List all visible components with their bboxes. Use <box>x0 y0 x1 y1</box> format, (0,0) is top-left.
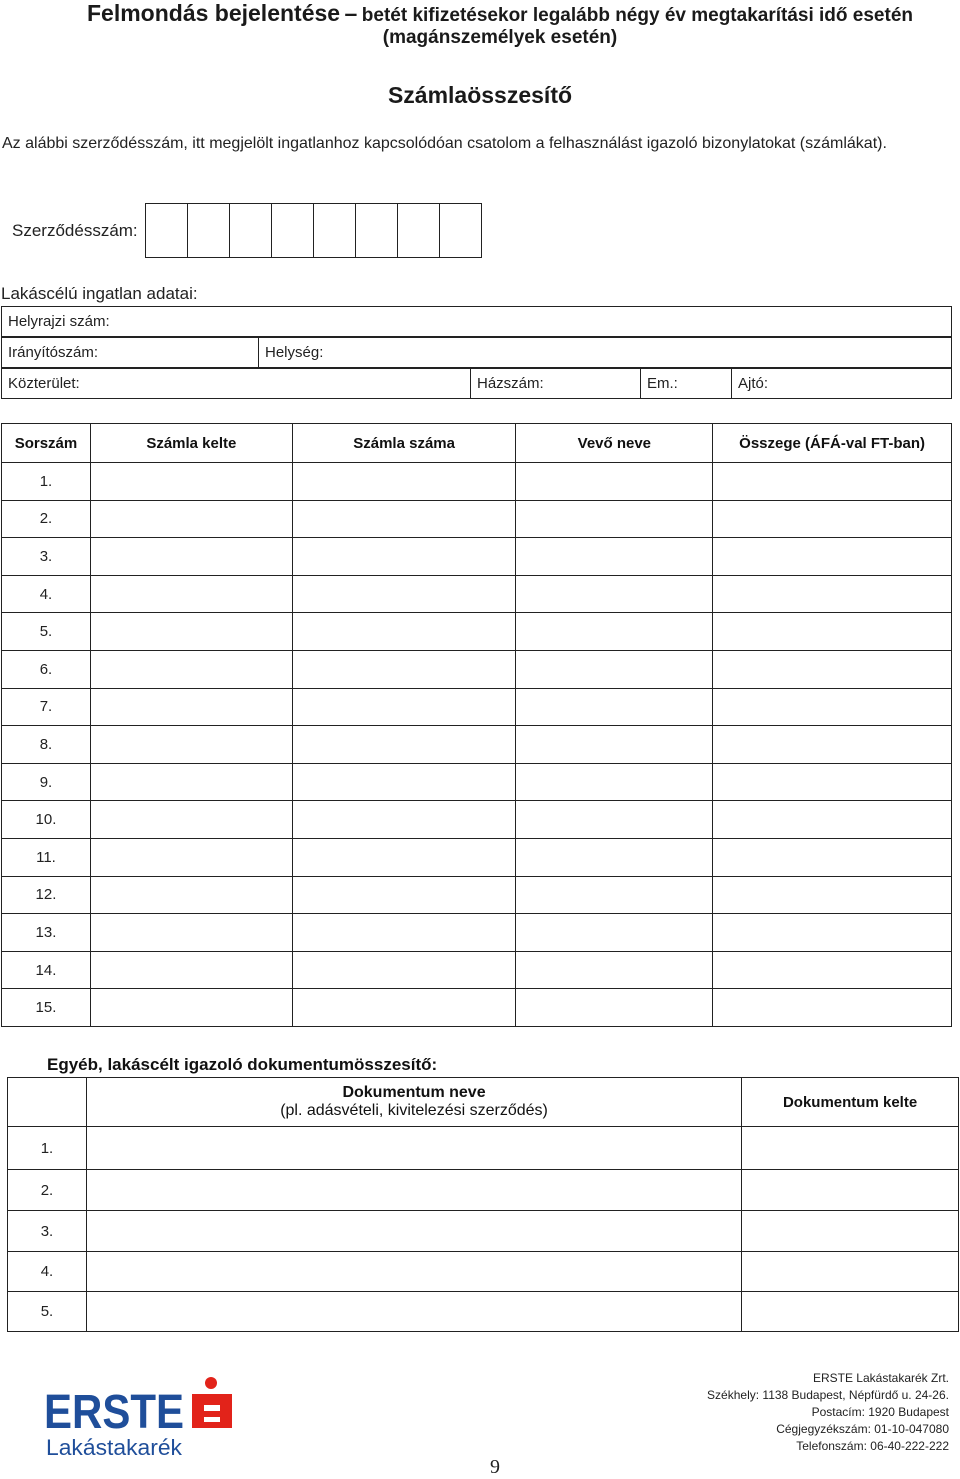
header-invoice-date: Számla kelte <box>90 424 292 463</box>
page-number: 9 <box>490 1456 500 1478</box>
invoice-number-cell[interactable] <box>292 801 516 839</box>
form-title <box>0 0 960 27</box>
buyer-name-cell[interactable] <box>516 538 713 576</box>
contract-digit-box[interactable] <box>440 204 481 257</box>
invoice-date-cell[interactable] <box>90 838 292 876</box>
page-subtitle: Számlaösszesítő <box>387 82 573 108</box>
row-number: 4. <box>8 1252 87 1292</box>
invoice-date-cell[interactable] <box>90 763 292 801</box>
document-name-example: (pl. adásvételi, kivitelezési szerződés) <box>280 1102 548 1119</box>
row-number: 2. <box>8 1170 87 1211</box>
documents-name-header <box>86 1078 741 1127</box>
property-heading: Lakáscélú ingatlan adatai: <box>1 284 198 303</box>
buyer-name-cell[interactable] <box>516 650 713 688</box>
buyer-name-cell[interactable] <box>516 726 713 764</box>
door-label: Ajtó: <box>738 375 769 392</box>
parcel-number-label: Helyrajzi szám: <box>8 313 110 330</box>
invoice-number-cell[interactable] <box>292 989 516 1027</box>
header-amount: Összege (ÁFÁ-val FT-ban) <box>713 424 952 463</box>
header-buyer-name: Vevő neve <box>516 424 713 463</box>
company-postal: Postacím: 1920 Budapest <box>811 1405 949 1419</box>
buyer-name-cell[interactable] <box>516 500 713 538</box>
row-number: 4. <box>2 575 91 613</box>
row-number: 3. <box>8 1211 87 1252</box>
amount-cell[interactable] <box>713 575 952 613</box>
document-name-title: Dokumentum neve <box>342 1084 486 1101</box>
row-number: 13. <box>2 914 91 952</box>
erste-s-mark-icon <box>192 1377 232 1428</box>
table-row <box>2 538 952 576</box>
amount-cell[interactable] <box>713 500 952 538</box>
document-date-cell[interactable] <box>742 1211 959 1252</box>
form-title-rest: betét kifizetésekor legalább négy év megtakarítási idő esetén <box>361 5 913 26</box>
company-info <box>707 1370 949 1455</box>
logo-wordmark: ERSTE <box>44 1386 184 1439</box>
contract-digit-box[interactable] <box>314 204 356 257</box>
invoice-number-cell[interactable] <box>292 726 516 764</box>
row-number: 1. <box>2 463 91 501</box>
amount-cell[interactable] <box>713 838 952 876</box>
row-number: 3. <box>2 538 91 576</box>
amount-cell[interactable] <box>713 726 952 764</box>
document-name-cell[interactable] <box>86 1211 741 1252</box>
row-number: 9. <box>2 763 91 801</box>
company-seat: Székhely: 1138 Budapest, Népfürdő u. 24-26. <box>707 1388 949 1402</box>
row-number: 2. <box>2 500 91 538</box>
erste-logo <box>44 1376 234 1458</box>
document-date-cell[interactable] <box>742 1127 959 1170</box>
company-registry: Cégjegyzékszám: 01-10-047080 <box>776 1422 949 1436</box>
invoice-date-cell[interactable] <box>90 801 292 839</box>
buyer-name-cell[interactable] <box>516 575 713 613</box>
header-invoice-number: Számla száma <box>292 424 516 463</box>
document-date-header: Dokumentum kelte <box>742 1078 959 1127</box>
table-row <box>2 801 952 839</box>
table-row <box>2 463 952 501</box>
row-number: 5. <box>8 1292 87 1332</box>
table-row <box>8 1252 959 1292</box>
invoice-header-row <box>2 424 952 463</box>
row-number: 5. <box>2 613 91 651</box>
amount-cell[interactable] <box>713 876 952 914</box>
invoice-number-cell[interactable] <box>292 763 516 801</box>
amount-cell[interactable] <box>713 538 952 576</box>
table-row <box>2 500 952 538</box>
amount-cell[interactable] <box>713 613 952 651</box>
contract-digit-box[interactable] <box>356 204 398 257</box>
invoice-date-cell[interactable] <box>90 876 292 914</box>
buyer-name-cell[interactable] <box>516 613 713 651</box>
document-name-cell[interactable] <box>86 1252 741 1292</box>
invoice-number-cell[interactable] <box>292 613 516 651</box>
contract-digit-box[interactable] <box>188 204 230 257</box>
buyer-name-cell[interactable] <box>516 989 713 1027</box>
invoice-number-cell[interactable] <box>292 575 516 613</box>
table-row <box>2 613 952 651</box>
floor-label: Em.: <box>647 375 678 392</box>
row-number: 15. <box>2 989 91 1027</box>
invoice-number-cell[interactable] <box>292 463 516 501</box>
amount-cell[interactable] <box>713 951 952 989</box>
invoice-date-cell[interactable] <box>90 500 292 538</box>
street-label: Közterület: <box>8 375 80 392</box>
amount-cell[interactable] <box>713 650 952 688</box>
invoice-date-cell[interactable] <box>90 951 292 989</box>
intro-text: Az alábbi szerződésszám, itt megjelölt ingatlanhoz kapcsolódóan csatolom a felhasználást igazoló bizonylatokat (számlákat). <box>2 135 887 152</box>
table-row <box>8 1127 959 1170</box>
invoice-number-cell[interactable] <box>292 951 516 989</box>
contract-digit-box[interactable] <box>272 204 314 257</box>
zip-code-label: Irányítószám: <box>8 344 99 361</box>
table-row <box>2 876 952 914</box>
invoice-number-cell[interactable] <box>292 914 516 952</box>
table-row <box>8 1211 959 1252</box>
table-row <box>2 838 952 876</box>
buyer-name-cell[interactable] <box>516 801 713 839</box>
contract-digit-box[interactable] <box>230 204 272 257</box>
buyer-name-cell[interactable] <box>516 763 713 801</box>
buyer-name-cell[interactable] <box>516 951 713 989</box>
amount-cell[interactable] <box>713 688 952 726</box>
document-date-cell[interactable] <box>742 1170 959 1211</box>
amount-cell[interactable] <box>713 463 952 501</box>
table-row <box>2 989 952 1027</box>
city-label: Helység: <box>265 344 324 361</box>
header-serial: Sorszám <box>2 424 91 463</box>
invoice-date-cell[interactable] <box>90 726 292 764</box>
invoice-table <box>1 423 952 1027</box>
contract-number-boxes <box>145 203 482 258</box>
parcel-row <box>1 306 952 337</box>
documents-header-row <box>8 1078 959 1127</box>
contract-number-label: Szerződésszám: <box>12 221 138 240</box>
invoice-date-cell[interactable] <box>90 914 292 952</box>
buyer-name-cell[interactable] <box>516 463 713 501</box>
row-number: 12. <box>2 876 91 914</box>
contract-digit-box[interactable] <box>398 204 440 257</box>
company-name: ERSTE Lakástakarék Zrt. <box>812 1371 949 1385</box>
row-number: 8. <box>2 726 91 764</box>
form-title-main: Felmondás bejelentése <box>86 0 341 26</box>
table-row <box>8 1170 959 1211</box>
contract-digit-box[interactable] <box>146 204 188 257</box>
row-number: 6. <box>2 650 91 688</box>
form-title-line2: (magánszemélyek esetén) <box>382 27 618 48</box>
table-row <box>2 763 952 801</box>
invoice-date-cell[interactable] <box>90 538 292 576</box>
invoice-number-cell[interactable] <box>292 538 516 576</box>
documents-table <box>7 1077 959 1332</box>
table-row <box>2 726 952 764</box>
invoice-number-cell[interactable] <box>292 838 516 876</box>
company-phone: Telefonszám: 06-40-222-222 <box>796 1439 949 1453</box>
buyer-name-cell[interactable] <box>516 876 713 914</box>
amount-cell[interactable] <box>713 763 952 801</box>
document-name-cell[interactable] <box>86 1292 741 1332</box>
invoice-number-cell[interactable] <box>292 650 516 688</box>
row-number: 10. <box>2 801 91 839</box>
amount-cell[interactable] <box>713 914 952 952</box>
table-row <box>2 951 952 989</box>
buyer-name-cell[interactable] <box>516 838 713 876</box>
row-number: 7. <box>2 688 91 726</box>
form-title-dash: – <box>344 0 358 26</box>
table-row <box>2 688 952 726</box>
row-number: 11. <box>2 838 91 876</box>
invoice-number-cell[interactable] <box>292 876 516 914</box>
table-row <box>2 575 952 613</box>
invoice-date-cell[interactable] <box>90 989 292 1027</box>
logo-subtitle: Lakástakarék <box>46 1435 184 1458</box>
invoice-date-cell[interactable] <box>90 575 292 613</box>
house-number-label: Házszám: <box>477 375 544 392</box>
row-number: 14. <box>2 951 91 989</box>
documents-heading: Egyéb, lakáscélt igazoló dokumentumösszesítő: <box>47 1055 438 1074</box>
amount-cell[interactable] <box>713 801 952 839</box>
amount-cell[interactable] <box>713 989 952 1027</box>
buyer-name-cell[interactable] <box>516 914 713 952</box>
document-date-cell[interactable] <box>742 1252 959 1292</box>
invoice-date-cell[interactable] <box>90 650 292 688</box>
buyer-name-cell[interactable] <box>516 688 713 726</box>
document-name-cell[interactable] <box>86 1170 741 1211</box>
invoice-date-cell[interactable] <box>90 688 292 726</box>
zip-city-row <box>1 337 952 368</box>
invoice-date-cell[interactable] <box>90 613 292 651</box>
table-row <box>2 914 952 952</box>
row-number: 1. <box>8 1127 87 1170</box>
invoice-number-cell[interactable] <box>292 688 516 726</box>
address-row <box>1 368 952 399</box>
invoice-number-cell[interactable] <box>292 500 516 538</box>
document-name-cell[interactable] <box>86 1127 741 1170</box>
table-row <box>8 1292 959 1332</box>
documents-header-blank <box>8 1078 87 1127</box>
table-row <box>2 650 952 688</box>
document-date-cell[interactable] <box>742 1292 959 1332</box>
invoice-date-cell[interactable] <box>90 463 292 501</box>
